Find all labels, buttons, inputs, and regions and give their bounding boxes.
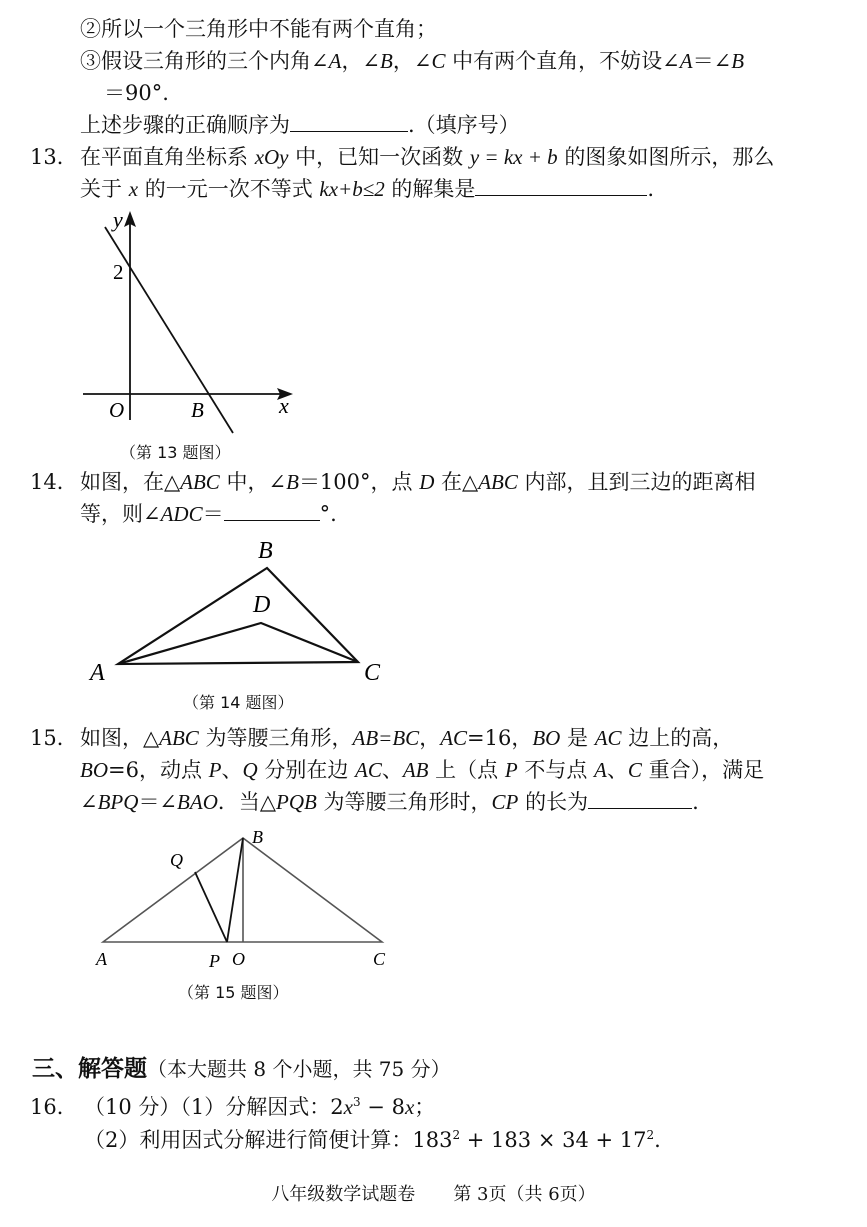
triangle-abc: [118, 568, 358, 664]
q14-line1: 14． 如图，在△ABC 中，∠B＝100°，点 D 在△ABC 内部，且到三边的距离相: [30, 467, 756, 497]
q16-line1: 16． （10 分）（1）分解因式：$2x^3 - 8x$；: [30, 1087, 435, 1122]
vertex-a-label: A: [96, 949, 107, 969]
answer-blank-q14[interactable]: [224, 500, 320, 521]
step-3-tail: ＝90°.: [104, 81, 169, 105]
segment-bp: [227, 838, 243, 942]
vertex-c-label: C: [364, 660, 381, 686]
point-d-label: D: [253, 592, 271, 618]
q14-figure: [80, 532, 400, 692]
footer-title: 八年级数学试题卷: [271, 1184, 416, 1205]
answer-blank-order[interactable]: [290, 111, 408, 132]
q13-number: 13．: [30, 145, 78, 169]
q14-caption: （第 14 题图）: [183, 693, 294, 712]
answer-blank-q13[interactable]: [475, 175, 647, 196]
step-3-line: ③假设三角形的三个内角∠A，∠B，∠C 中有两个直角，不妨设∠A＝∠B: [80, 49, 745, 73]
segment-pq: [195, 872, 227, 942]
q13-caption: （第 13 题图）: [120, 443, 231, 462]
q15-caption: （第 15 题图）: [178, 983, 289, 1002]
q13-line1: 13． 在平面直角坐标系 xOy 中，已知一次函数 y = kx + b 的图象如图所示，那么: [30, 142, 774, 172]
origin-label: O: [109, 398, 125, 422]
vertex-a-label: A: [90, 660, 105, 686]
q15-number: 15．: [30, 726, 78, 750]
point-b-label: B: [191, 398, 204, 422]
point-o-label: O: [232, 949, 245, 969]
vertex-b-label: B: [258, 538, 273, 564]
footer-page-number: 第 3页（共 6页）: [453, 1184, 596, 1205]
q16-part2-expression: $183^2 + 183 \times 34 + 17^2$: [412, 1128, 655, 1152]
q15-line2: BO=6，动点 P、Q 分别在边 AC、AB 上（点 P 不与点 A、C 重合），满足: [80, 758, 765, 782]
q14-line2: 等，则∠ADC＝ °.: [80, 502, 337, 526]
answer-blank-q15[interactable]: [588, 788, 692, 809]
page-footer: [0, 1180, 867, 1206]
q16-part1-expression: $2x^3 - 8x$: [330, 1095, 415, 1119]
x-axis-label: x: [279, 393, 289, 418]
point-q-label: Q: [170, 850, 183, 870]
q14-number: 14．: [30, 470, 78, 494]
segment-adc: [118, 623, 358, 664]
section-3-heading: 三、解答题（本大题共 8 个小题，共 75 分）: [32, 1056, 451, 1082]
q16-number: 16．: [30, 1095, 78, 1119]
order-question: 上述步骤的正确顺序为 .（填序号）: [80, 113, 520, 137]
vertex-c-label: C: [373, 949, 386, 969]
y-axis-label: y: [113, 207, 123, 232]
function-line: [105, 227, 233, 433]
intercept-label: 2: [113, 260, 124, 284]
q16-line2: （2）利用因式分解进行简便计算：$183^2 + 183 \times 34 + 17^2$.: [84, 1128, 661, 1152]
q15-line3: ∠BPQ＝∠BAO．当△PQB 为等腰三角形时，CP 的长为 .: [80, 790, 699, 814]
point-p-label: P: [209, 951, 220, 971]
step-2: ②所以一个三角形中不能有两个直角；: [80, 17, 437, 41]
q15-figure: [90, 825, 400, 975]
q13-figure: [75, 205, 305, 435]
vertex-b-label: B: [252, 827, 263, 847]
q13-line2: 关于 x 的一元一次不等式 kx+b≤2 的解集是 .: [80, 177, 655, 201]
q15-line1: 15． 如图，△ABC 为等腰三角形，AB=BC，AC=16，BO 是 AC 边上的高，: [30, 723, 733, 753]
